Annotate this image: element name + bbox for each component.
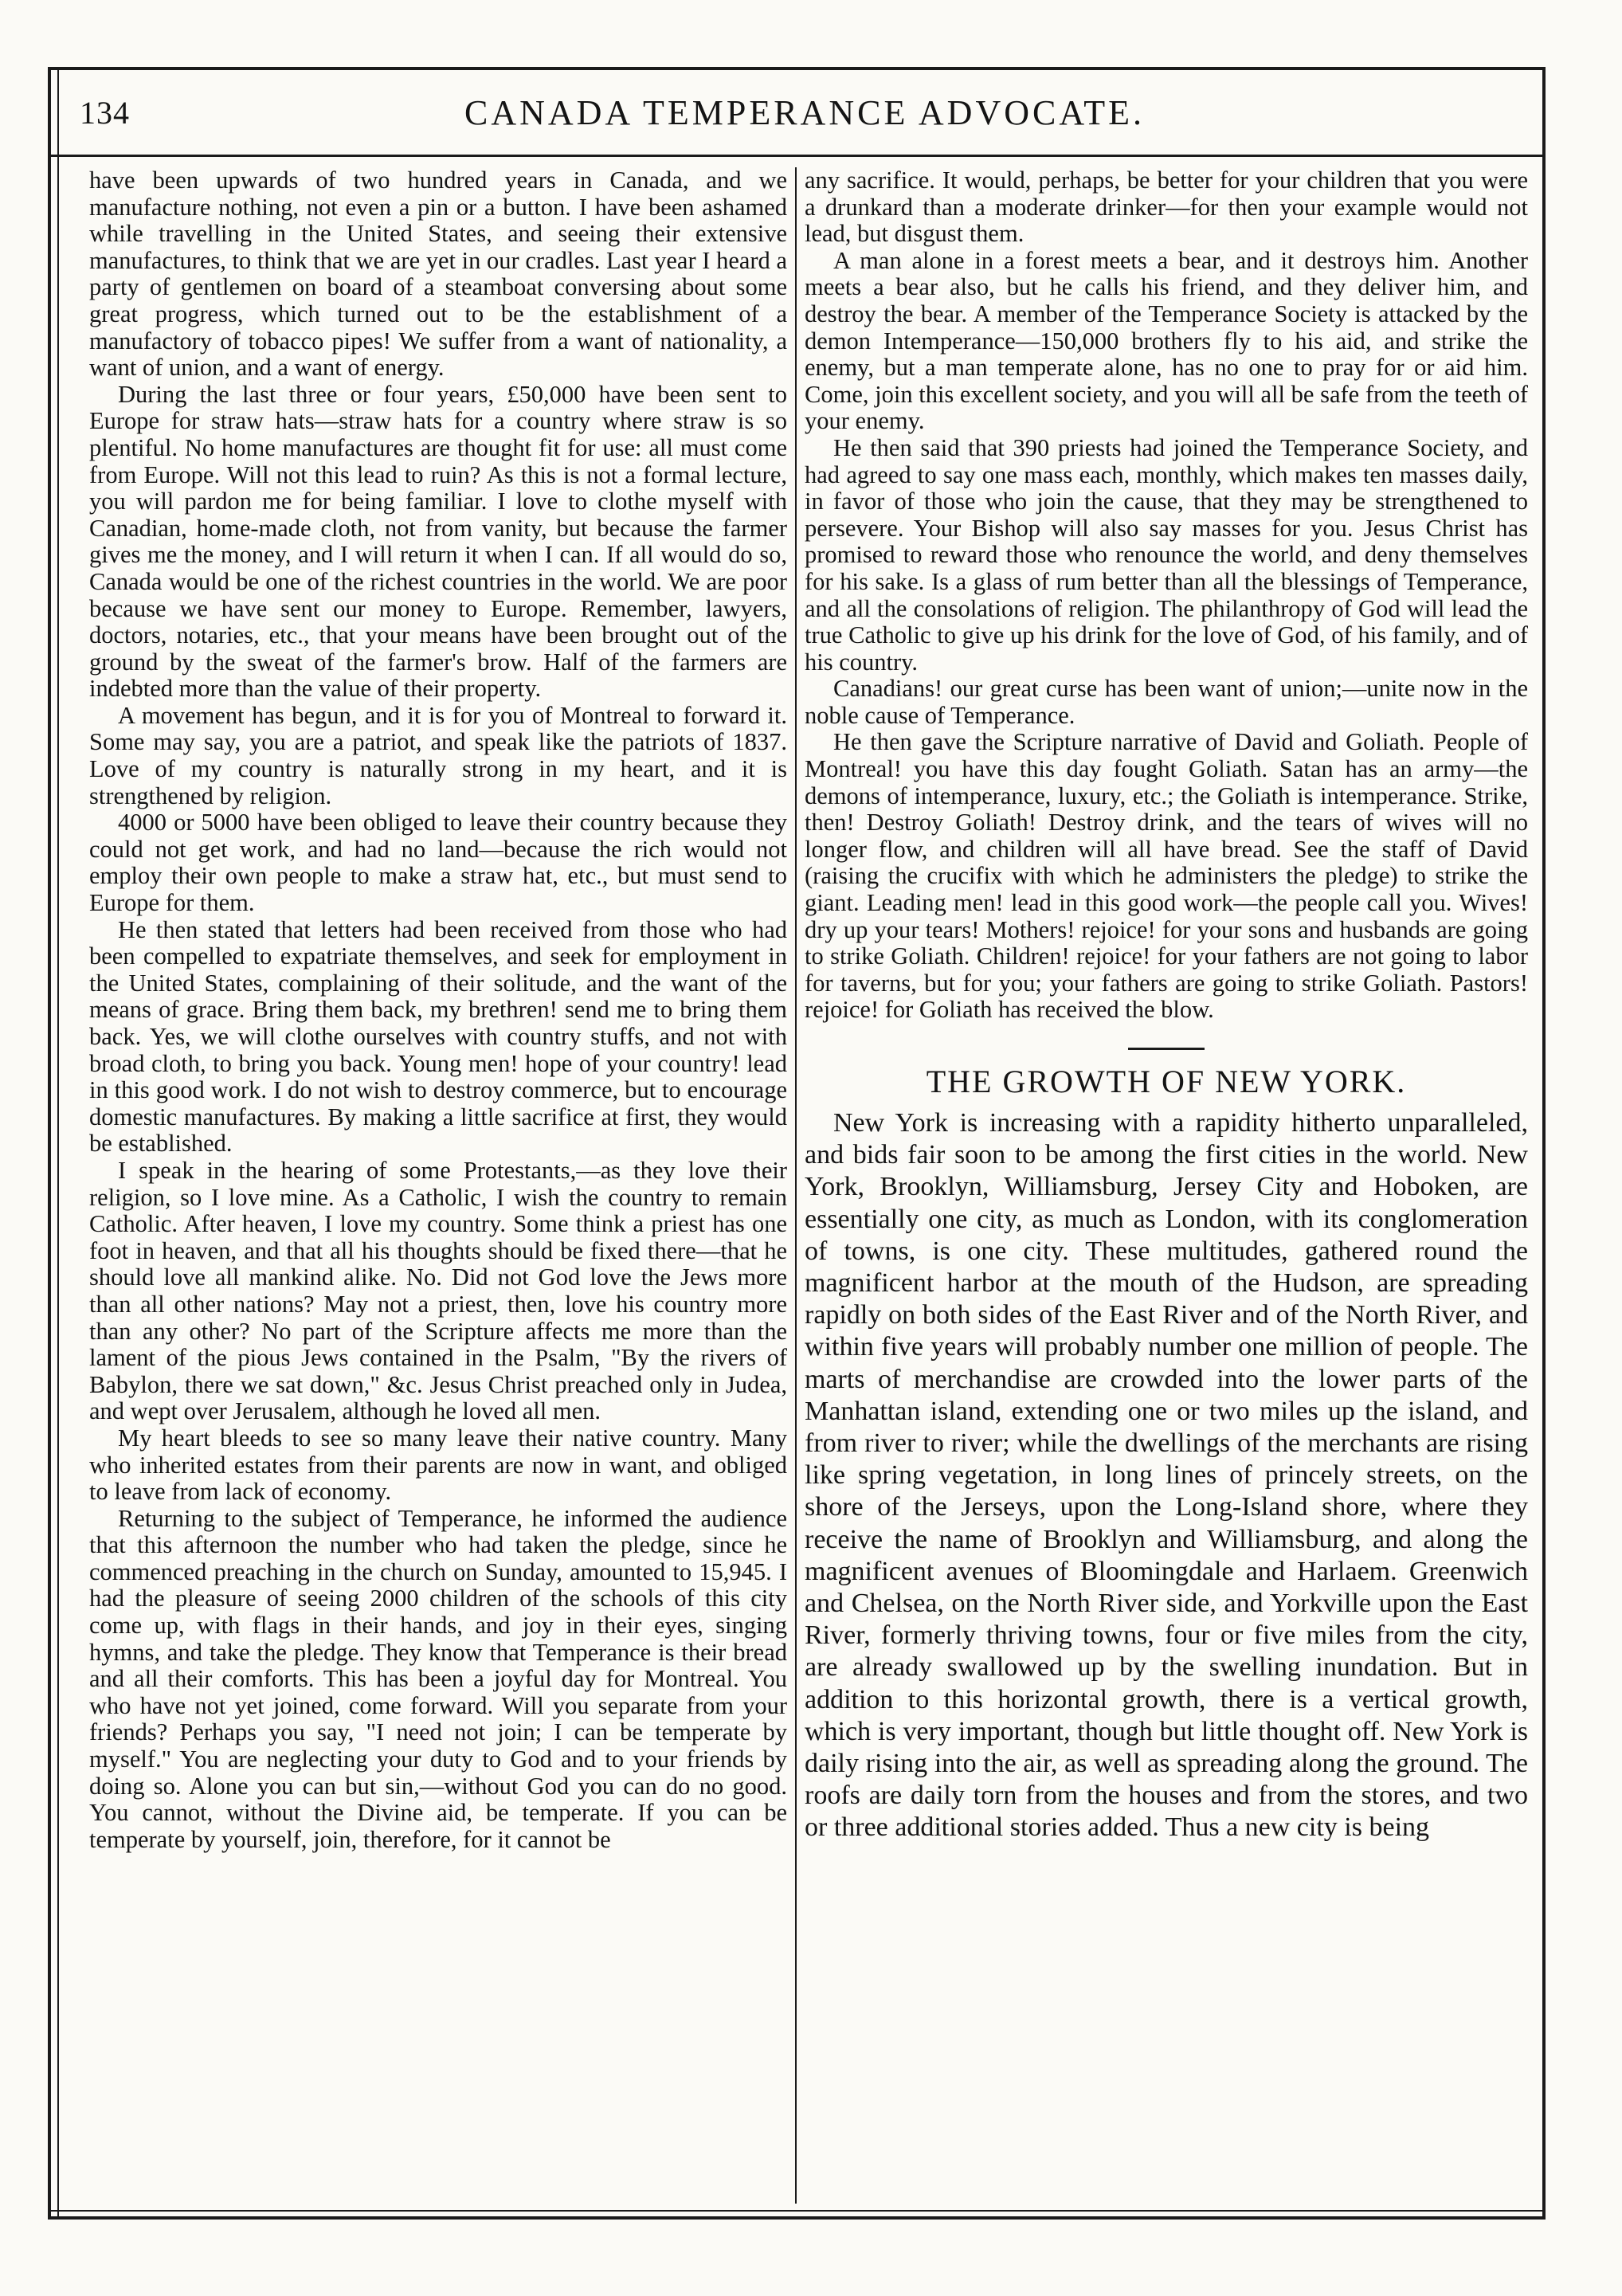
running-title: CANADA TEMPERANCE ADVOCATE.: [464, 93, 1146, 132]
page-number: 134: [80, 95, 130, 131]
paragraph: He then gave the Scripture narrative of David and Goliath. People of Montreal! you have this day fought Goliath. Satan has an army—the demons of intemperance, luxury, etc.; the Goliath is intemperance. Strike, then! Destroy Goliath! Destroy drink, and the tears of wives will no longer flow, and children will all have bread. See the staff of David (raising the crucifix with which he administers the pledge) to strike the giant. Leading men! lead in this good work—the people call you. Wives! dry up your tears! Mothers! rejoice! for your sons and husbands are going to strike Goliath. Children! rejoice! for your fathers are not going to labor for taverns, but for you; your fathers are going to strike Goliath. Pastors! rejoice! for Goliath has received the blow.: [805, 728, 1528, 1024]
paragraph: My heart bleeds to see so many leave their native country. Many who inherited estates from their parents are now in want, and obliged to leave from lack of economy.: [89, 1424, 787, 1506]
paragraph: have been upwards of two hundred years in Canada, and we manufacture nothing, not even a pin or a button. I have been ashamed while travelling in the United States, and seeing their extensive manufactures, to think that we are yet in our cradles. Last year I heard a party of gentlemen on board of a steamboat conversing about some great progress, which turned out to be the establishment of a manufactory of tobacco pipes! We suffer from a want of nationality, a want of union, and a want of energy.: [89, 167, 787, 382]
column-divider-rule: [795, 167, 797, 2204]
paragraph: Canadians! our great curse has been want of union;—unite now in the noble cause of Temperance.: [805, 675, 1528, 729]
bottom-border-rule: [48, 2216, 1546, 2220]
paragraph: A man alone in a forest meets a bear, and it destroys him. Another meets a bear also, but he calls his friend, and they deliver him, and destroy the bear. A member of the Temperance Society is attacked by the demon Intemperance—150,000 brothers fly to his aid, and strike the enemy, but a man temperate alone, has no one to pray for or aid him. Come, join this excellent society, and you will all be safe from the teeth of your enemy.: [805, 246, 1528, 435]
left-border-rule-inner: [57, 67, 59, 2220]
header-underline-rule: [48, 155, 1546, 157]
paragraph: New York is increasing with a rapidity hitherto unparalleled, and bids fair soon to be among the first cities in the world. New York, Brooklyn, Williamsburg, Jersey City and Hoboken, are essentially one city, as much as London, with its conglomeration of towns, is one city. These multitudes, gathered round the magnificent harbor at the mouth of the Hudson, are spreading rapidly on both sides of the East River and of the North River, and within five years will probably number one million of people. The marts of merchandise are crowded into the lower parts of the Manhattan island, extending one or two miles up the island, and from river to river; while the dwellings of the merchants are rising like spring vegetation, in long lines of princely streets, on the shore of the Jerseys, upon the Long-Island shore, where they receive the name of Brooklyn and Williamsburg, and along the magnificent avenues of Bloomingdale and Harlaem. Greenwich and Chelsea, on the North River side, and Yorkville upon the East River, formerly thriving towns, four or five miles from the city, are already swallowed up by the swelling inundation. But in addition to this horizontal growth, there is a vertical growth, which is very important, though but little thought off. New York is daily rising into the air, as well as spreading along the ground. The roofs are daily torn from the houses and from the stores, and two or three additional stories added. Thus a new city is being: [805, 1108, 1528, 1843]
left-column: [89, 167, 787, 2215]
paragraph: 4000 or 5000 have been obliged to leave their country because they could not get work, and had no land—because the rich would not employ their own people to make a straw hat, etc., but must send to Europe for them.: [89, 809, 787, 917]
paragraph: During the last three or four years, £50,000 have been sent to Europe for straw hats—straw hats for a country where straw is so plentiful. No home manufactures are thought fit for use: all must come from Europe. Will not this lead to ruin? As this is not a formal lecture, you will pardon me for being familiar. I love to clothe myself with Canadian, home-made cloth, not from vanity, but because the farmer gives me the money, and I will return it when I can. If all would do so, Canada would be one of the richest countries in the world. We are poor because we have sent our money to Europe. Remember, lawyers, doctors, notaries, etc., that your means have been brought out of the ground by the sweat of the farmer's brow. Half of the farmers are indebted more than the value of their property.: [89, 380, 787, 703]
left-border-rule: [48, 67, 51, 2220]
paragraph: I speak in the hearing of some Protestants,—as they love their religion, so I love mine. As a Catholic, I wish the country to remain Catholic. After heaven, I love my country. Some think a priest has one foot in heaven, and that all his thoughts should be fixed there—that he should love all mankind alike. No. Did not God love the Jews more than all other nations? May not a priest, then, love his country more than any other? No part of the Scripture affects me more than the lament of the pious Jews contained in the Psalm, "By the rivers of Babylon, there we sat down," &c. Jesus Christ preached only in Judea, and wept over Jerusalem, although he loved all men.: [89, 1156, 787, 1425]
paragraph: any sacrifice. It would, perhaps, be better for your children that you were a drunkard than a moderate drinker—for then your example would not lead, but disgust them.: [805, 167, 1528, 248]
page-header: [80, 88, 1530, 148]
article-title: THE GROWTH OF NEW YORK.: [926, 1064, 1407, 1099]
paragraph: He then stated that letters had been received from those who had been compelled to expatriate themselves, and seek for employment in the United States, complaining of their solitude, and the want of the means of grace. Bring them back, my brethren! send me to bring them back. Yes, we will clothe ourselves with country stuffs, and not with broad cloth, to bring you back. Young men! hope of your country! lead in this good work. I do not wish to destroy commerce, but to encourage domestic manufactures. By making a little sacrifice at first, they would be established.: [89, 915, 787, 1158]
right-column: [805, 167, 1528, 2215]
top-border-rule: [48, 67, 1546, 70]
article-separator-rule: [1128, 1048, 1205, 1050]
paragraph: He then said that 390 priests had joined the Temperance Society, and had agreed to say one mass each, monthly, which makes ten masses daily, in favor of those who join the cause, that they may be strengthened to persevere. Your Bishop will also say masses for you. Jesus Christ has promised to reward those who renounce the world, and deny themselves for his sake. Is a glass of rum better than all the blessings of Temperance, and all the consolations of religion. The philanthropy of God will lead the true Catholic to give up his drink for the love of God, of his family, and of his country.: [805, 433, 1528, 676]
article-body: [805, 1107, 1528, 1844]
right-border-rule: [1542, 67, 1546, 2220]
paragraph: A movement has begun, and it is for you of Montreal to forward it. Some may say, you are a patriot, and speak like the patriots of 1837. Love of my country is naturally strong in my heart, and it is strengthened by religion.: [89, 701, 787, 809]
paragraph: Returning to the subject of Temperance, he informed the audience that this afternoon the number who had taken the pledge, since he commenced preaching in the church on Sunday, amounted to 15,945. I had the pleasure of seeing 2000 children of the schools of this city come up, with flags in their hands, and joy in their eyes, singing hymns, and take the pledge. They know that Temperance is their bread and all their comforts. This has been a joyful day for Montreal. You who have not yet joined, come forward. Will you separate from your friends? Perhaps you say, "I need not join; I can be temperate by myself." You are neglecting your duty to God and to your friends by doing so. Alone you can but sin,—without God you can do no good. You cannot, without the Divine aid, be temperate. If you can be temperate by yourself, join, therefore, for it cannot be: [89, 1504, 787, 1853]
